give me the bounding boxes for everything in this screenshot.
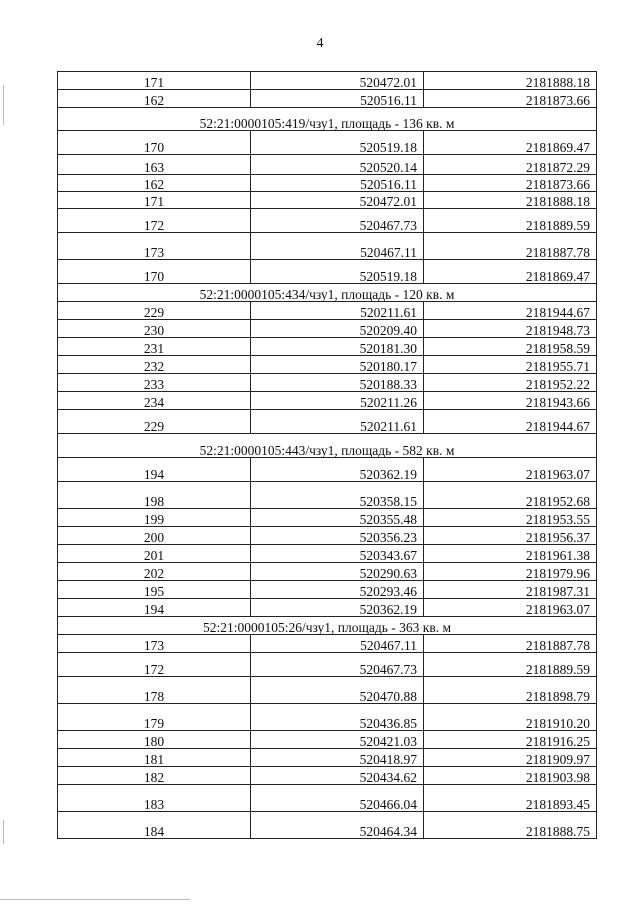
table-row bbox=[58, 731, 597, 749]
point-number-cell: 162 bbox=[58, 175, 251, 192]
y-coordinate-cell: 2181909.97 bbox=[424, 749, 597, 767]
point-number-cell: 173 bbox=[58, 635, 251, 653]
y-coordinate-cell: 2181898.79 bbox=[424, 677, 597, 704]
y-coordinate-cell: 2181952.22 bbox=[424, 374, 597, 392]
coordinates-table bbox=[57, 71, 597, 839]
x-coordinate-cell: 520293.46 bbox=[251, 581, 424, 599]
table-row bbox=[58, 599, 597, 617]
point-number-cell: 173 bbox=[58, 233, 251, 260]
point-number-cell: 201 bbox=[58, 545, 251, 563]
table-row bbox=[58, 482, 597, 509]
y-coordinate-cell: 2181910.20 bbox=[424, 704, 597, 731]
point-number-cell: 171 bbox=[58, 192, 251, 209]
page-number: 4 bbox=[316, 36, 324, 51]
x-coordinate-cell: 520343.67 bbox=[251, 545, 424, 563]
x-coordinate-cell: 520181.30 bbox=[251, 338, 424, 356]
table-row bbox=[58, 581, 597, 599]
y-coordinate-cell: 2181943.66 bbox=[424, 392, 597, 410]
point-number-cell: 178 bbox=[58, 677, 251, 704]
table-row bbox=[58, 320, 597, 338]
y-coordinate-cell: 2181958.59 bbox=[424, 338, 597, 356]
section-heading: 52:21:0000105:434/чзу1, площадь - 120 кв. м bbox=[58, 284, 597, 302]
x-coordinate-cell: 520180.17 bbox=[251, 356, 424, 374]
coordinates-table-body bbox=[58, 72, 597, 839]
table-row bbox=[58, 653, 597, 677]
table-row bbox=[58, 812, 597, 839]
y-coordinate-cell: 2181955.71 bbox=[424, 356, 597, 374]
x-coordinate-cell: 520519.18 bbox=[251, 131, 424, 155]
x-coordinate-cell: 520436.85 bbox=[251, 704, 424, 731]
section-heading: 52:21:0000105:419/чзу1, площадь - 136 кв. м bbox=[58, 108, 597, 131]
y-coordinate-cell: 2181961.38 bbox=[424, 545, 597, 563]
point-number-cell: 229 bbox=[58, 410, 251, 434]
table-row bbox=[58, 563, 597, 581]
point-number-cell: 200 bbox=[58, 527, 251, 545]
point-number-cell: 162 bbox=[58, 90, 251, 108]
y-coordinate-cell: 2181888.18 bbox=[424, 72, 597, 90]
point-number-cell: 182 bbox=[58, 767, 251, 785]
table-row bbox=[58, 785, 597, 812]
scan-artifact-left-lower bbox=[3, 820, 4, 844]
x-coordinate-cell: 520516.11 bbox=[251, 175, 424, 192]
point-number-cell: 233 bbox=[58, 374, 251, 392]
y-coordinate-cell: 2181952.68 bbox=[424, 482, 597, 509]
point-number-cell: 180 bbox=[58, 731, 251, 749]
point-number-cell: 194 bbox=[58, 599, 251, 617]
table-row bbox=[58, 131, 597, 155]
table-row bbox=[58, 509, 597, 527]
table-row bbox=[58, 704, 597, 731]
y-coordinate-cell: 2181944.67 bbox=[424, 410, 597, 434]
y-coordinate-cell: 2181869.47 bbox=[424, 131, 597, 155]
point-number-cell: 194 bbox=[58, 458, 251, 482]
table-row bbox=[58, 155, 597, 175]
point-number-cell: 202 bbox=[58, 563, 251, 581]
table-row bbox=[58, 233, 597, 260]
x-coordinate-cell: 520520.14 bbox=[251, 155, 424, 175]
y-coordinate-cell: 2181873.66 bbox=[424, 90, 597, 108]
table-row bbox=[58, 192, 597, 209]
table-row bbox=[58, 175, 597, 192]
y-coordinate-cell: 2181987.31 bbox=[424, 581, 597, 599]
x-coordinate-cell: 520472.01 bbox=[251, 192, 424, 209]
x-coordinate-cell: 520467.73 bbox=[251, 653, 424, 677]
y-coordinate-cell: 2181916.25 bbox=[424, 731, 597, 749]
section-heading: 52:21:0000105:26/чзу1, площадь - 363 кв. м bbox=[58, 617, 597, 635]
point-number-cell: 183 bbox=[58, 785, 251, 812]
y-coordinate-cell: 2181979.96 bbox=[424, 563, 597, 581]
point-number-cell: 172 bbox=[58, 209, 251, 233]
x-coordinate-cell: 520362.19 bbox=[251, 458, 424, 482]
x-coordinate-cell: 520290.63 bbox=[251, 563, 424, 581]
table-row bbox=[58, 458, 597, 482]
y-coordinate-cell: 2181872.29 bbox=[424, 155, 597, 175]
scan-artifact-left bbox=[3, 85, 4, 125]
x-coordinate-cell: 520519.18 bbox=[251, 260, 424, 284]
y-coordinate-cell: 2181956.37 bbox=[424, 527, 597, 545]
point-number-cell: 179 bbox=[58, 704, 251, 731]
table-row bbox=[58, 545, 597, 563]
point-number-cell: 232 bbox=[58, 356, 251, 374]
x-coordinate-cell: 520466.04 bbox=[251, 785, 424, 812]
point-number-cell: 171 bbox=[58, 72, 251, 90]
y-coordinate-cell: 2181953.55 bbox=[424, 509, 597, 527]
x-coordinate-cell: 520467.11 bbox=[251, 635, 424, 653]
table-row bbox=[58, 749, 597, 767]
x-coordinate-cell: 520211.61 bbox=[251, 410, 424, 434]
y-coordinate-cell: 2181963.07 bbox=[424, 599, 597, 617]
y-coordinate-cell: 2181948.73 bbox=[424, 320, 597, 338]
y-coordinate-cell: 2181963.07 bbox=[424, 458, 597, 482]
x-coordinate-cell: 520421.03 bbox=[251, 731, 424, 749]
table-row bbox=[58, 302, 597, 320]
x-coordinate-cell: 520516.11 bbox=[251, 90, 424, 108]
section-heading-row bbox=[58, 284, 597, 302]
section-heading-row bbox=[58, 108, 597, 131]
point-number-cell: 172 bbox=[58, 653, 251, 677]
y-coordinate-cell: 2181869.47 bbox=[424, 260, 597, 284]
x-coordinate-cell: 520418.97 bbox=[251, 749, 424, 767]
table-row bbox=[58, 209, 597, 233]
table-row bbox=[58, 338, 597, 356]
point-number-cell: 234 bbox=[58, 392, 251, 410]
table-row bbox=[58, 410, 597, 434]
y-coordinate-cell: 2181873.66 bbox=[424, 175, 597, 192]
x-coordinate-cell: 520434.62 bbox=[251, 767, 424, 785]
section-heading: 52:21:0000105:443/чзу1, площадь - 582 кв. м bbox=[58, 434, 597, 458]
table-row bbox=[58, 72, 597, 90]
point-number-cell: 184 bbox=[58, 812, 251, 839]
point-number-cell: 198 bbox=[58, 482, 251, 509]
y-coordinate-cell: 2181888.18 bbox=[424, 192, 597, 209]
point-number-cell: 163 bbox=[58, 155, 251, 175]
scan-artifact-bottom bbox=[0, 899, 190, 900]
x-coordinate-cell: 520358.15 bbox=[251, 482, 424, 509]
table-row bbox=[58, 392, 597, 410]
y-coordinate-cell: 2181903.98 bbox=[424, 767, 597, 785]
point-number-cell: 230 bbox=[58, 320, 251, 338]
table-row bbox=[58, 90, 597, 108]
table-row bbox=[58, 356, 597, 374]
x-coordinate-cell: 520464.34 bbox=[251, 812, 424, 839]
point-number-cell: 199 bbox=[58, 509, 251, 527]
x-coordinate-cell: 520356.23 bbox=[251, 527, 424, 545]
point-number-cell: 181 bbox=[58, 749, 251, 767]
y-coordinate-cell: 2181893.45 bbox=[424, 785, 597, 812]
point-number-cell: 170 bbox=[58, 131, 251, 155]
x-coordinate-cell: 520188.33 bbox=[251, 374, 424, 392]
x-coordinate-cell: 520355.48 bbox=[251, 509, 424, 527]
y-coordinate-cell: 2181889.59 bbox=[424, 653, 597, 677]
y-coordinate-cell: 2181887.78 bbox=[424, 635, 597, 653]
table-row bbox=[58, 260, 597, 284]
x-coordinate-cell: 520467.11 bbox=[251, 233, 424, 260]
y-coordinate-cell: 2181889.59 bbox=[424, 209, 597, 233]
section-heading-row bbox=[58, 617, 597, 635]
x-coordinate-cell: 520209.40 bbox=[251, 320, 424, 338]
x-coordinate-cell: 520362.19 bbox=[251, 599, 424, 617]
x-coordinate-cell: 520472.01 bbox=[251, 72, 424, 90]
y-coordinate-cell: 2181888.75 bbox=[424, 812, 597, 839]
table-row bbox=[58, 635, 597, 653]
point-number-cell: 231 bbox=[58, 338, 251, 356]
x-coordinate-cell: 520211.26 bbox=[251, 392, 424, 410]
section-heading-row bbox=[58, 434, 597, 458]
point-number-cell: 229 bbox=[58, 302, 251, 320]
point-number-cell: 195 bbox=[58, 581, 251, 599]
table-row bbox=[58, 527, 597, 545]
y-coordinate-cell: 2181944.67 bbox=[424, 302, 597, 320]
table-row bbox=[58, 677, 597, 704]
x-coordinate-cell: 520470.88 bbox=[251, 677, 424, 704]
x-coordinate-cell: 520467.73 bbox=[251, 209, 424, 233]
table-row bbox=[58, 374, 597, 392]
x-coordinate-cell: 520211.61 bbox=[251, 302, 424, 320]
y-coordinate-cell: 2181887.78 bbox=[424, 233, 597, 260]
point-number-cell: 170 bbox=[58, 260, 251, 284]
table-row bbox=[58, 767, 597, 785]
